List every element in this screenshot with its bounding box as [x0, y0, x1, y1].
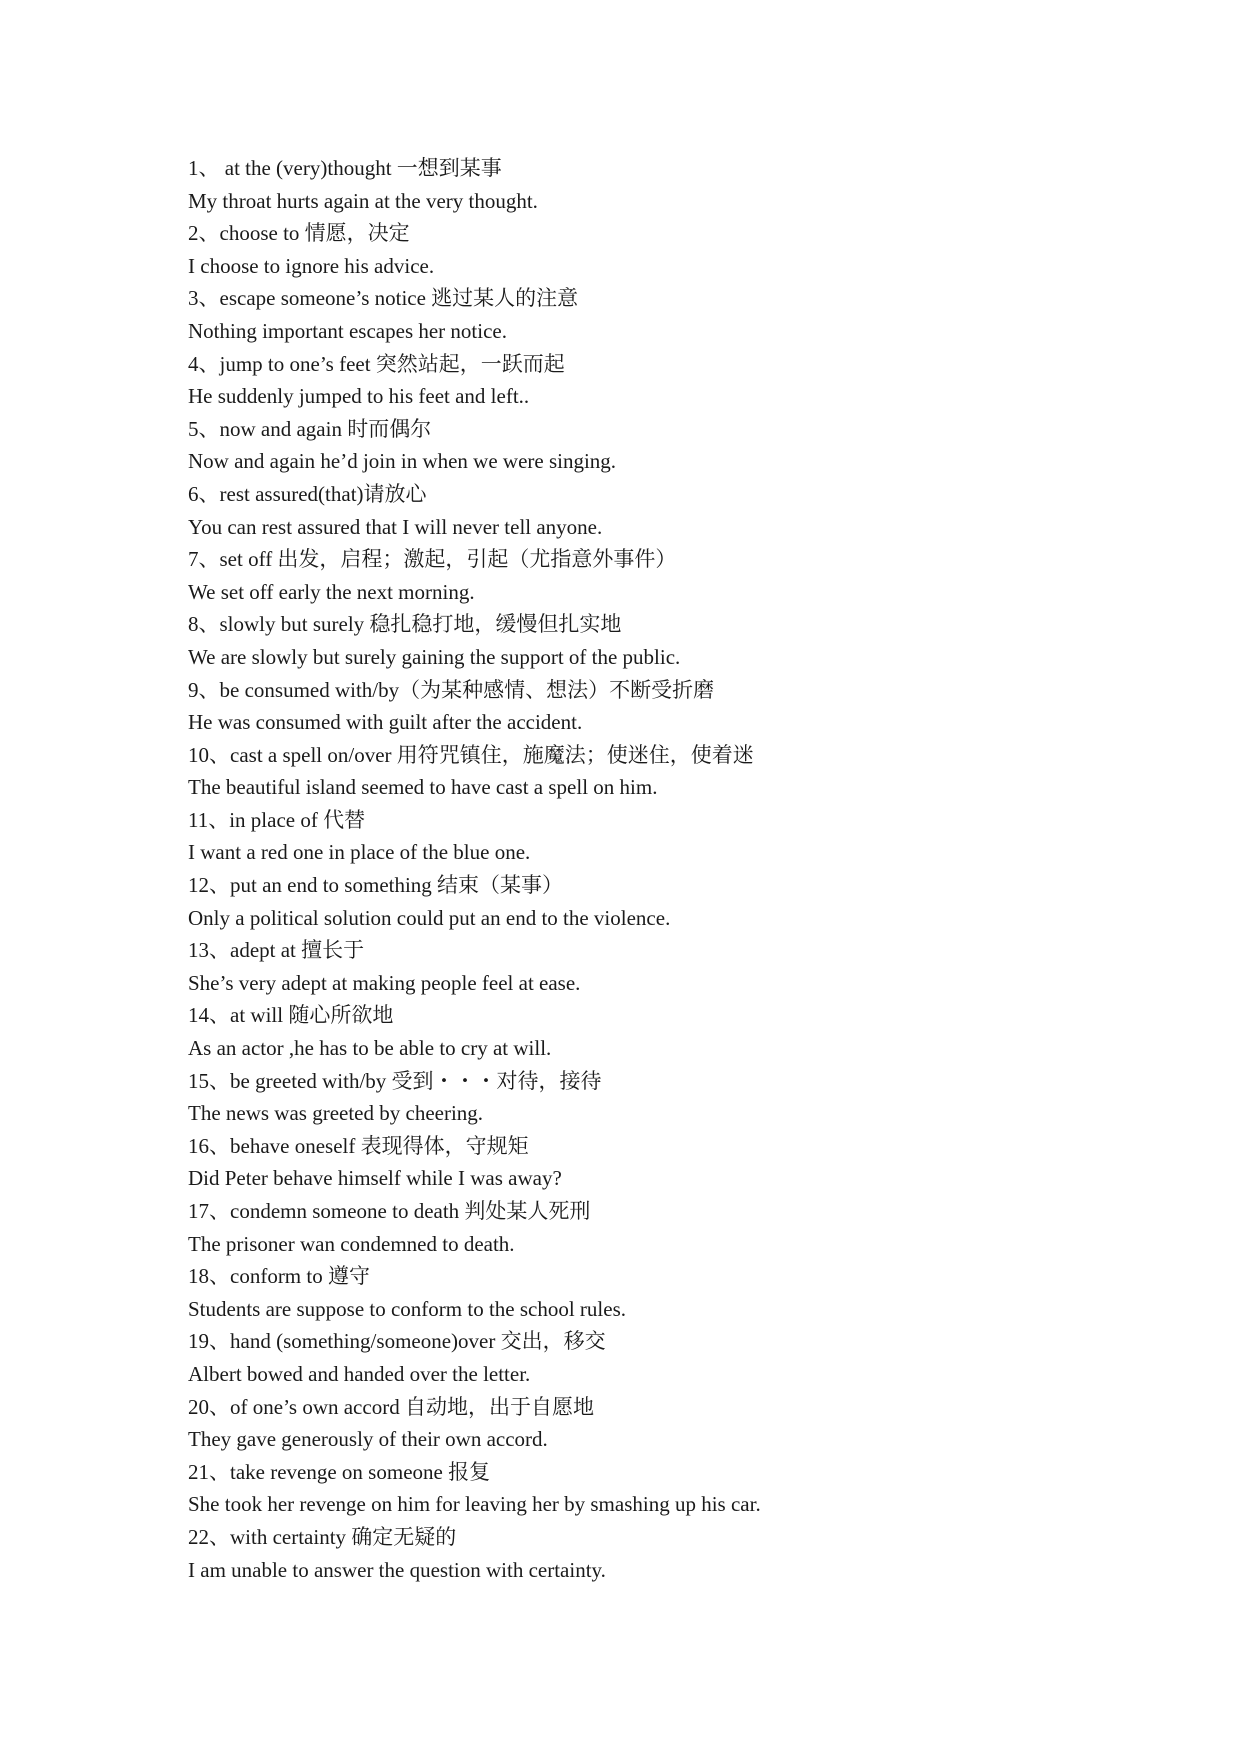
phrase-1: 1、 at the (very)thought 一想到某事: [188, 156, 502, 180]
example-10: The beautiful island seemed to have cast a spell on him.: [188, 775, 658, 800]
example-6: You can rest assured that I will never tell anyone.: [188, 514, 603, 539]
example-12: Only a political solution could put an end to the violence.: [188, 905, 671, 930]
example-15: The news was greeted by cheering.: [188, 1101, 484, 1126]
phrase-11: 11、in place of 代替: [188, 807, 366, 832]
example-4: He suddenly jumped to his feet and left..: [188, 384, 530, 409]
phrase-13: 13、adept at 擅长于: [188, 938, 365, 963]
example-9: He was consumed with guilt after the accident.: [188, 710, 583, 735]
example-8: We are slowly but surely gaining the support of the public.: [188, 644, 681, 669]
phrase-16: 16、behave oneself 表现得体，守规矩: [188, 1133, 529, 1158]
example-18: Students are suppose to conform to the school rules.: [188, 1296, 627, 1321]
phrase-4: 4、jump to one’s feet 突然站起，一跃而起: [188, 351, 565, 376]
phrase-21: 21、take revenge on someone 报复: [188, 1459, 491, 1484]
example-5: Now and again he’d join in when we were singing.: [188, 449, 617, 474]
example-22: I am unable to answer the question with certainty.: [188, 1557, 606, 1582]
phrase-15: 15、be greeted with/by 受到・・・对待，接待: [188, 1068, 602, 1093]
example-2: I choose to ignore his advice.: [188, 253, 435, 278]
example-3: Nothing important escapes her notice.: [188, 318, 507, 343]
phrase-6: 6、rest assured(that)请放心: [188, 481, 427, 506]
example-19: Albert bowed and handed over the letter.: [188, 1361, 531, 1386]
phrase-14: 14、at will 随心所欲地: [188, 1003, 394, 1028]
phrase-9: 9、be consumed with/by（为某种感情、想法）不断受折磨: [188, 677, 715, 702]
example-1: My throat hurts again at the very thought.: [188, 188, 538, 213]
phrase-17: 17、condemn someone to death 判处某人死刑: [188, 1199, 591, 1223]
example-16: Did Peter behave himself while I was away?: [188, 1166, 562, 1191]
phrase-3: 3、escape someone’s notice 逃过某人的注意: [188, 286, 579, 311]
phrase-10: 10、cast a spell on/over 用符咒镇住，施魔法；使迷住，使着迷: [188, 742, 754, 767]
phrase-2: 2、choose to 情愿，决定: [188, 221, 410, 246]
example-20: They gave generously of their own accord.: [188, 1427, 548, 1452]
phrase-18: 18、conform to 遵守: [188, 1264, 370, 1289]
example-13: She’s very adept at making people feel at ease.: [188, 970, 581, 995]
example-21: She took her revenge on him for leaving her by smashing up his car.: [188, 1492, 761, 1517]
phrase-7: 7、set off 出发，启程；激起，引起（尤指意外事件）: [188, 547, 677, 572]
phrase-8: 8、slowly but surely 稳扎稳打地，缓慢但扎实地: [188, 612, 622, 637]
phrase-20: 20、of one’s own accord 自动地，出于自愿地: [188, 1394, 594, 1419]
example-17: The prisoner wan condemned to death.: [188, 1231, 515, 1256]
example-14: As an actor ,he has to be able to cry at will.: [188, 1036, 552, 1061]
example-11: I want a red one in place of the blue one.: [188, 840, 531, 865]
phrase-19: 19、hand (something/someone)over 交出，移交: [188, 1329, 606, 1354]
phrase-22: 22、with certainty 确定无疑的: [188, 1524, 457, 1549]
phrase-12: 12、put an end to something 结束（某事）: [188, 873, 564, 898]
phrase-5: 5、now and again 时而偶尔: [188, 416, 432, 441]
example-7: We set off early the next morning.: [188, 579, 475, 604]
phrase-list: [188, 152, 1188, 1586]
